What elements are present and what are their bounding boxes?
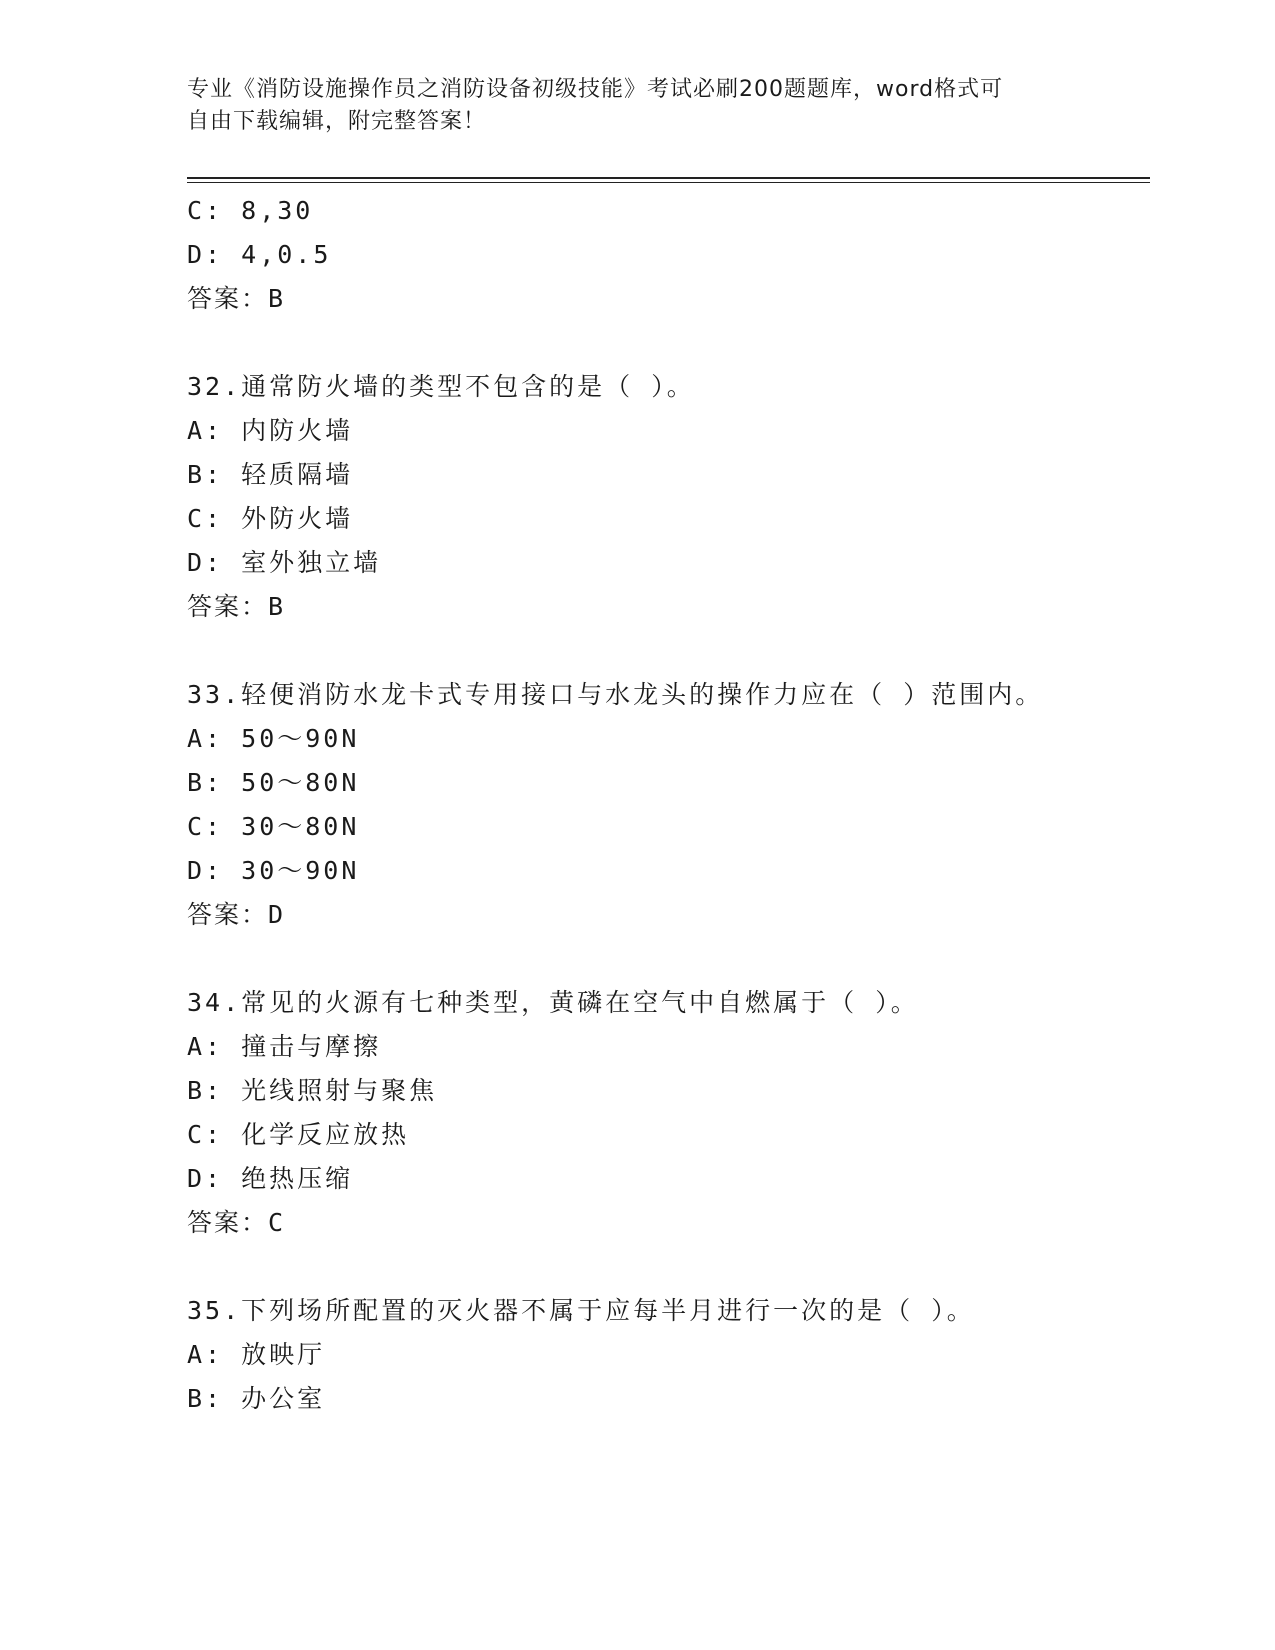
question-stem: 34.常见的火源有七种类型，黄磷在空气中自燃属于（ ）。	[187, 988, 919, 1017]
answer-line	[187, 1207, 285, 1239]
answer-label: 答案：	[187, 592, 269, 621]
option-d: D: 30～90N	[187, 856, 360, 885]
option-d: D: 4,0.5	[187, 240, 332, 269]
answer-value: B	[268, 284, 286, 313]
option-a: A: 50～90N	[187, 724, 360, 753]
header-line-2: 自由下载编辑，附完整答案！	[187, 109, 487, 134]
answer-value: D	[268, 900, 286, 929]
answer-label: 答案：	[187, 284, 269, 313]
header-rule-thin	[187, 182, 1150, 183]
option-d: D: 室外独立墙	[187, 548, 382, 577]
answer-label: 答案：	[187, 1208, 269, 1237]
option-c: C: 8,30	[187, 196, 314, 225]
answer-line	[187, 283, 285, 315]
option-c: C: 化学反应放热	[187, 1120, 410, 1149]
option-b: B: 50～80N	[187, 768, 360, 797]
question-stem: 35.下列场所配置的灭火器不属于应每半月进行一次的是（ ）。	[187, 1296, 975, 1325]
option-a: A: 放映厅	[187, 1340, 326, 1369]
option-a: A: 内防火墙	[187, 416, 354, 445]
answer-line	[187, 591, 285, 623]
document-header	[187, 74, 1087, 138]
answer-value: C	[268, 1208, 286, 1237]
header-line-1: 专业《消防设施操作员之消防设备初级技能》考试必刷200题题库，word格式可	[187, 77, 1004, 102]
header-rule-thick	[187, 177, 1150, 179]
option-b: B: 轻质隔墙	[187, 460, 354, 489]
option-a: A: 撞击与摩擦	[187, 1032, 382, 1061]
option-b: B: 光线照射与聚焦	[187, 1076, 438, 1105]
answer-line	[187, 899, 285, 931]
option-d: D: 绝热压缩	[187, 1164, 354, 1193]
question-stem: 32.通常防火墙的类型不包含的是（ ）。	[187, 372, 695, 401]
answer-label: 答案：	[187, 900, 269, 929]
option-c: C: 外防火墙	[187, 504, 354, 533]
answer-value: B	[268, 592, 286, 621]
question-stem: 33.轻便消防水龙卡式专用接口与水龙头的操作力应在（ ）范围内。	[187, 680, 1044, 709]
option-b: B: 办公室	[187, 1384, 326, 1413]
option-c: C: 30～80N	[187, 812, 360, 841]
